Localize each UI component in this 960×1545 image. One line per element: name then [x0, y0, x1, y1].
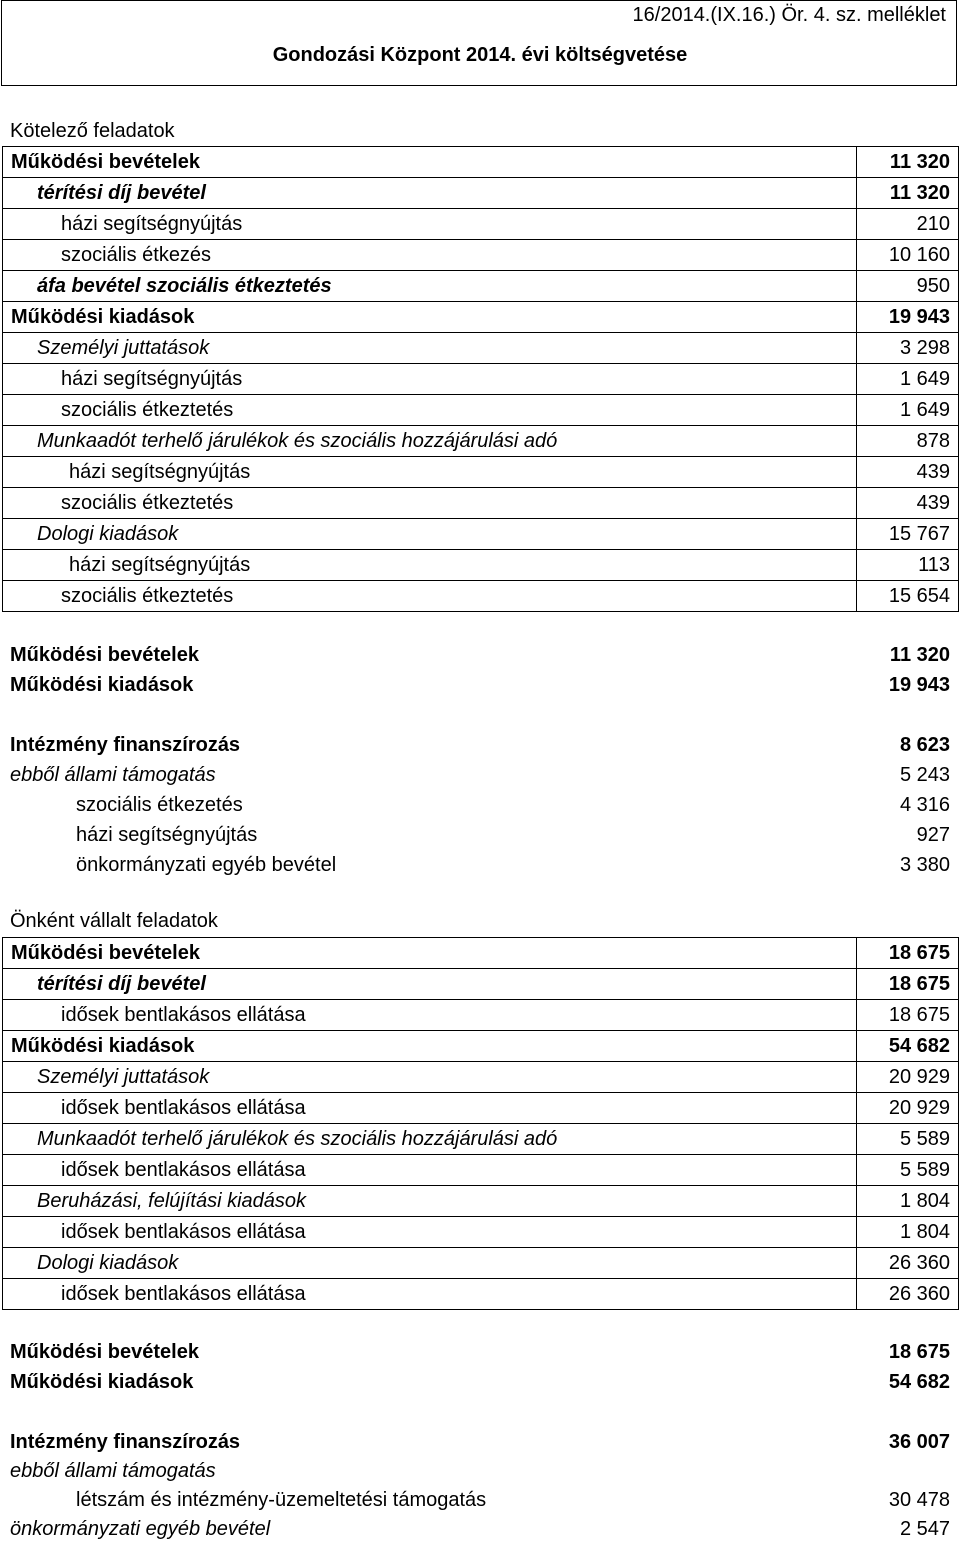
row-label: Működési kiadások: [3, 1031, 857, 1062]
financing-value: 8 623: [899, 734, 950, 756]
row-label: Személyi juttatások: [3, 333, 857, 364]
financing-row: [0, 760, 960, 790]
table-row: [3, 581, 959, 612]
table-row: [3, 519, 959, 550]
row-value: 950: [857, 271, 959, 302]
row-value: 18 675: [857, 969, 959, 1000]
table-row: [3, 1093, 959, 1124]
financing-value: 2 547: [899, 1518, 950, 1540]
financing-label: Intézmény finanszírozás: [10, 1431, 241, 1453]
summary-value: 54 682: [888, 1371, 950, 1393]
financing-value: 927: [916, 824, 950, 846]
financing-value: 3 380: [899, 854, 950, 876]
row-value: 1 804: [857, 1186, 959, 1217]
row-label: térítési díj bevétel: [3, 178, 857, 209]
row-value: 1 649: [857, 395, 959, 426]
row-label: Működési bevételek: [3, 938, 857, 969]
voluntary-budget-table: [2, 937, 959, 1310]
table-row: [3, 178, 959, 209]
table-row: [3, 1279, 959, 1310]
summary-row: [0, 670, 960, 700]
summary-row: [0, 1367, 960, 1397]
summary-row: [0, 640, 960, 670]
summary-row: [0, 1337, 960, 1367]
row-value: 11 320: [857, 147, 959, 178]
table-row: [3, 1124, 959, 1155]
row-value: 1 804: [857, 1217, 959, 1248]
table-row: [3, 395, 959, 426]
table-row: [3, 364, 959, 395]
row-label: Beruházási, felújítási kiadások: [3, 1186, 857, 1217]
row-label: házi segítségnyújtás: [3, 550, 857, 581]
table-row: [3, 1248, 959, 1279]
financing-row: [0, 1485, 960, 1515]
financing-value: 4 316: [899, 794, 950, 816]
mandatory-financing: [0, 730, 960, 880]
table-row: [3, 147, 959, 178]
row-label: térítési díj bevétel: [3, 969, 857, 1000]
row-label: házi segítségnyújtás: [3, 209, 857, 240]
row-label: Működési bevételek: [3, 147, 857, 178]
row-value: 18 675: [857, 1000, 959, 1031]
document-header: [1, 0, 957, 86]
table-row: [3, 333, 959, 364]
summary-label: Működési kiadások: [10, 1371, 194, 1393]
table-row: [3, 1186, 959, 1217]
financing-label: ebből állami támogatás: [10, 1460, 216, 1482]
financing-value: 30 478: [888, 1489, 950, 1511]
financing-row: [0, 1515, 960, 1543]
voluntary-financing: [0, 1427, 960, 1543]
annex-reference: 16/2014.(IX.16.) Ör. 4. sz. melléklet: [632, 4, 946, 26]
row-label: Működési kiadások: [3, 302, 857, 333]
table-row: [3, 488, 959, 519]
financing-row: [0, 1427, 960, 1457]
table-row: [3, 271, 959, 302]
row-label: idősek bentlakásos ellátása: [3, 1279, 857, 1310]
row-value: 210: [857, 209, 959, 240]
table-row: [3, 969, 959, 1000]
table-row: [3, 1000, 959, 1031]
row-value: 26 360: [857, 1248, 959, 1279]
row-label: házi segítségnyújtás: [3, 364, 857, 395]
summary-label: Működési kiadások: [10, 674, 194, 696]
row-label: szociális étkeztetés: [3, 488, 857, 519]
section-label-mandatory: Kötelező feladatok: [10, 120, 175, 142]
document-title: Gondozási Központ 2014. évi költségvetése: [272, 44, 688, 66]
row-value: 5 589: [857, 1124, 959, 1155]
table-row: [3, 240, 959, 271]
table-row: [3, 1155, 959, 1186]
row-value: 15 654: [857, 581, 959, 612]
financing-label: házi segítségnyújtás: [76, 824, 258, 846]
mandatory-summary: [0, 640, 960, 700]
table-row: [3, 209, 959, 240]
financing-row: [0, 850, 960, 880]
summary-label: Működési bevételek: [10, 644, 199, 666]
financing-label: ebből állami támogatás: [10, 764, 216, 786]
row-label: idősek bentlakásos ellátása: [3, 1217, 857, 1248]
row-value: 20 929: [857, 1093, 959, 1124]
row-label: Személyi juttatások: [3, 1062, 857, 1093]
row-value: 439: [857, 457, 959, 488]
row-label: áfa bevétel szociális étkeztetés: [3, 271, 857, 302]
financing-value: 5 243: [899, 764, 950, 786]
row-value: 5 589: [857, 1155, 959, 1186]
row-label: Munkaadót terhelő járulékok és szociális hozzájárulási adó: [3, 426, 857, 457]
financing-row: [0, 820, 960, 850]
row-value: 15 767: [857, 519, 959, 550]
section-label-voluntary: Önként vállalt feladatok: [10, 910, 218, 932]
table-row: [3, 938, 959, 969]
row-value: 10 160: [857, 240, 959, 271]
row-value: 20 929: [857, 1062, 959, 1093]
row-value: 54 682: [857, 1031, 959, 1062]
mandatory-budget-table: [2, 146, 959, 612]
row-value: 26 360: [857, 1279, 959, 1310]
row-value: 439: [857, 488, 959, 519]
summary-value: 19 943: [888, 674, 950, 696]
financing-row: [0, 790, 960, 820]
row-label: idősek bentlakásos ellátása: [3, 1155, 857, 1186]
financing-label: önkormányzati egyéb bevétel: [10, 1518, 271, 1540]
row-value: 878: [857, 426, 959, 457]
financing-row: [0, 1457, 960, 1485]
row-label: idősek bentlakásos ellátása: [3, 1000, 857, 1031]
financing-value: 36 007: [888, 1431, 950, 1453]
summary-label: Működési bevételek: [10, 1341, 199, 1363]
row-label: Munkaadót terhelő járulékok és szociális hozzájárulási adó: [3, 1124, 857, 1155]
financing-row: [0, 730, 960, 760]
row-label: Dologi kiadások: [3, 519, 857, 550]
table-row: [3, 426, 959, 457]
table-row: [3, 1031, 959, 1062]
row-label: Dologi kiadások: [3, 1248, 857, 1279]
table-row: [3, 457, 959, 488]
voluntary-summary: [0, 1337, 960, 1397]
financing-label: létszám és intézmény-üzemeltetési támogatás: [76, 1489, 487, 1511]
row-label: idősek bentlakásos ellátása: [3, 1093, 857, 1124]
row-value: 11 320: [857, 178, 959, 209]
table-row: [3, 1062, 959, 1093]
row-label: szociális étkeztetés: [3, 395, 857, 426]
table-row: [3, 302, 959, 333]
row-label: szociális étkezés: [3, 240, 857, 271]
row-value: 3 298: [857, 333, 959, 364]
row-value: 1 649: [857, 364, 959, 395]
financing-label: Intézmény finanszírozás: [10, 734, 241, 756]
financing-label: önkormányzati egyéb bevétel: [76, 854, 337, 876]
financing-label: szociális étkezetés: [76, 794, 243, 816]
row-label: házi segítségnyújtás: [3, 457, 857, 488]
row-value: 19 943: [857, 302, 959, 333]
summary-value: 11 320: [889, 644, 950, 666]
row-value: 18 675: [857, 938, 959, 969]
summary-value: 18 675: [888, 1341, 950, 1363]
row-label: szociális étkeztetés: [3, 581, 857, 612]
table-row: [3, 1217, 959, 1248]
table-row: [3, 550, 959, 581]
row-value: 113: [857, 550, 959, 581]
